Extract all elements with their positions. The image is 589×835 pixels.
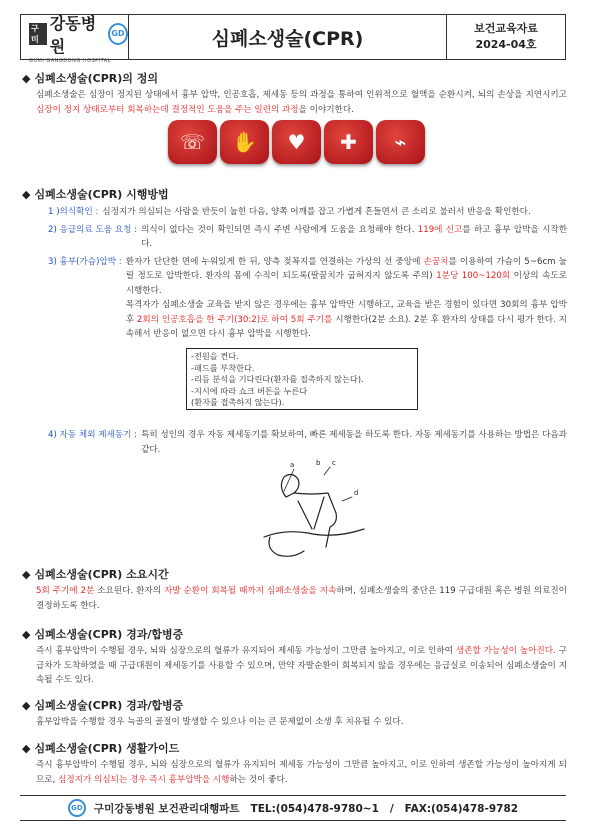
step2-text-b: 를 하고 흉부 압박을 시작한다. [141,224,568,249]
definition-section [22,70,567,117]
step3-label: 3) 흉부(가슴)압박 : [48,256,122,267]
label-pointers [284,467,352,501]
duration-text [22,584,567,613]
logo-name: 강동병원 [49,13,97,56]
section-title [22,186,567,202]
rescuer-arms [298,497,324,529]
logo-badge-icon: GD [108,23,128,45]
definition-text-b: 을 이야기한다. [298,104,354,115]
heart-icon: ♥ [272,120,321,164]
definition-text-a: 심폐소생술은 심장이 정지된 상태에서 흉부 압박, 인공호흡, 제세동 등의 과정을 통하여 인위적으로 혈액을 순환시켜, 뇌의 손상을 지연시키고 [36,90,567,100]
page-title: 심폐소생술(CPR) [211,27,364,50]
step-consciousness [22,205,567,220]
guide-title: 심폐소생술(CPR) 생활가이드 [34,742,180,755]
rescuer-body [294,493,336,547]
step3-text-highlight1: 손꿈치 [423,256,449,267]
aed-section [22,428,567,457]
guide-text [22,758,567,787]
step2-label: 2) 응급의료 도움 요청 : [48,224,138,235]
step2-text-highlight: 119에 신고 [417,224,463,235]
ambulance-icon: ✚ [324,120,373,164]
outcome-text-b: 구급차가 도착하였을 때 구급대원이 제세동기를 사용할 수 있으며, 만약 자발순환이 회복되지 않을 경우에는 응급실로 이송되어 심폐소생술이 지속될 수도 있다. [36,646,568,685]
phone-icon: ☏ [168,120,217,164]
monitor-icon: ⌁ [376,120,425,164]
duration-highlight2: 자발 순환이 회복될 때까지 심폐소생술을 지속 [163,586,337,596]
step3-text-d: 목격자가 심폐소생술 교육을 받지 않은 경우에는 흉부 압박만 시행하고, 교육을 받은 경험이 있다면 30회의 흉부 압박 후 [125,300,567,325]
step-aed [22,428,567,457]
issue-cell [447,15,565,59]
illus-label: c [332,459,336,467]
outcome-text [22,644,567,688]
issue-label: 보건교육자료 [474,22,538,35]
issue-number: 2024-04호 [475,38,537,51]
step1-text: 심정지가 의심되는 사람을 반듯이 눕힌 다음, 양쪽 어깨를 잡고 가볍게 흔들면서 큰 소리로 불러서 반응을 확인한다. [102,207,531,217]
step3-text-highlight3: 2회의 인공호흡을 한 주기(30:2)로 하여 5회 주기를 [136,314,333,325]
definition-text [22,88,567,117]
duration-text-a: 소요된다. 환자의 [94,586,164,596]
complication-text: 흉부압박을 수행할 경우 늑골의 골절이 발생할 수 있으나 이는 큰 문제없이 소생 후 치유될 수 있다. [36,717,404,727]
illus-label: d [354,489,359,497]
document-header [20,13,566,64]
step3-text-b: 를 이용하여 가슴이 5~6cm 눌릴 정도로 압박한다. 환자의 몸에 수직이 되도록(팔꿈치가 굽혀지지 않도록 주의) [125,256,567,281]
definition-title: 심폐소생술(CPR)의 정의 [34,72,158,85]
step1-label: 1 )의식확인 : [48,207,99,217]
cpr-illustration [258,455,370,561]
procedure-title: 심폐소생술(CPR) 시행방법 [34,188,169,201]
step-compression [22,255,567,342]
box-line: -전원을 켠다. [191,351,239,361]
hospital-logo [21,13,129,64]
diamond-bullet-icon: ◆ [22,187,31,201]
step4-text: 특히 성인의 경우 자동 제세동기를 확보하여, 빠른 제세동을 하도록 한다. 자동 제세동기를 사용하는 방법은 다음과 같다. [141,430,567,455]
section-title [22,566,567,582]
guide-text-a: 즉시 흉부압박이 수행될 경우, 뇌와 심장으로의 혈류가 유지되어 제세동 가능성이 그만큼 높아지고, 이로 인하여 생존할 가능성이 높아지게 되므로, [36,760,567,785]
box-line: -패드를 부착한다. [191,362,255,373]
illus-label: a [290,461,295,469]
section-title [22,626,567,642]
step3-text-highlight2: 1분당 100~120회 [436,271,511,281]
box-line: (환자를 접촉하지 않는다). [191,397,285,407]
logo-mark: 구미 [29,23,47,45]
definition-text-highlight: 심장이 정지 상태로부터 회복하는데 결정적인 도움을 주는 일련의 과정 [36,104,299,115]
diamond-bullet-icon: ◆ [22,741,31,755]
patient-body [264,529,364,537]
step4-label: 4) 자동 체외 제세동기 : [48,430,138,440]
outcome-section [22,626,567,688]
outcome-title: 심폐소생술(CPR) 경과/합병증 [34,628,184,641]
footer-logo-icon: GD [68,799,86,817]
step2-text-a: 의식이 없다는 것이 확인되면 즉시 주변 사람에게 도움을 요청해야 한다. [141,224,418,235]
guide-section [22,740,567,787]
title-cell [129,15,447,59]
step3-text [122,255,567,342]
diamond-bullet-icon: ◆ [22,627,31,641]
duration-highlight1: 5회 주기에 2분 [36,586,95,596]
guide-highlight: 심정지가 의심되는 경우 즉시 흉부압박을 시행 [58,774,230,785]
section-title [22,740,567,756]
duration-text-b: 하며, 심폐소생술의 중단은 119 구급대원 혹은 병원 의료진이 결정하도록 한다. [36,586,567,611]
diamond-bullet-icon: ◆ [22,71,31,85]
diamond-bullet-icon: ◆ [22,698,31,712]
complication-section [22,697,567,730]
step-call-help [22,223,567,252]
complication-title: 심폐소생술(CPR) 경과/합병증 [34,699,184,712]
procedure-section [22,186,567,342]
diamond-bullet-icon: ◆ [22,567,31,581]
outcome-text-a: 즉시 흉부압박이 수행될 경우, 뇌와 심장으로의 혈류가 유지되어 제세동 가능성이 그만큼 높아지고, 이로 인하여 [36,646,456,656]
illus-label: b [316,459,321,467]
step2-text [137,223,567,252]
section-title [22,70,567,86]
aed-steps-box [186,348,418,410]
document-footer [20,795,566,821]
footer-contact: 구미강동병원 보건관리대행파트 TEL:(054)478-9780~1 / FAX:(054)478-9782 [93,802,519,815]
box-line: -리듬 분석을 기다린다(환자를 접촉하지 않는다). [191,374,364,384]
logo-subtitle: GUMI GANGDONG HOSPITAL [29,57,112,64]
section-title [22,697,567,713]
cpr-icons-row [168,115,428,169]
hands-icon: ✋ [220,120,269,164]
step3-text-e: 시행한다(2분 소요). 2분 후 환자의 상태를 다시 평가 한다. 지속해서 반응이 없으면 다시 흉부 압박을 시행한다. [125,314,567,339]
duration-section [22,566,567,613]
outcome-highlight: 생존할 가능성이 높아진다. [455,646,556,656]
patient-head [269,537,304,556]
step3-text-c: 이상의 속도로 시행한다. [125,271,567,296]
duration-title: 심폐소생술(CPR) 소요시간 [34,568,169,581]
step3-text-a: 환자가 단단한 면에 누워있게 한 뒤, 양측 젖꼭지를 연결하는 가상의 선 중앙에 [125,256,424,267]
guide-text-b: 하는 것이 좋다. [229,774,288,785]
box-line: -지시에 따라 쇼크 버튼을 누른다 [191,385,308,396]
